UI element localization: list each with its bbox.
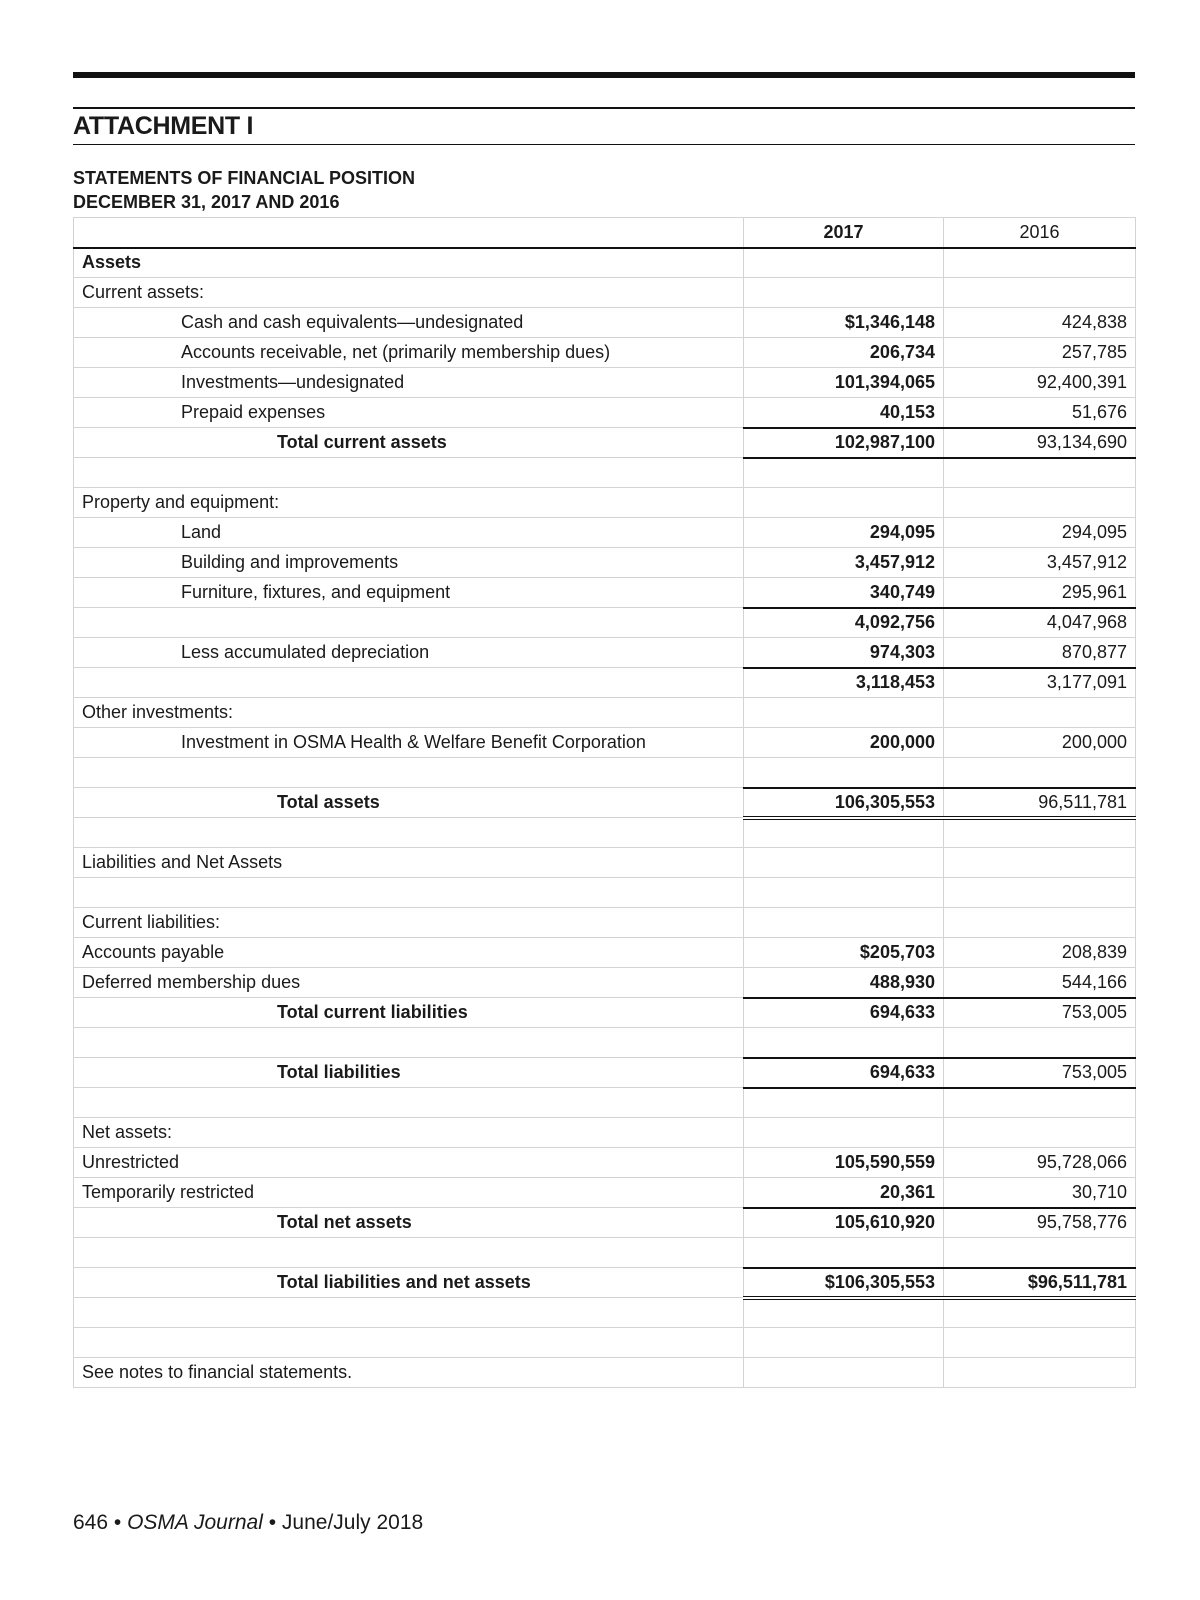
row-label: Accounts receivable, net (primarily membership dues)	[74, 338, 744, 368]
column-header-2017: 2017	[744, 218, 944, 248]
empty-cell	[744, 1328, 944, 1358]
row-label-grand-total: Total liabilities and net assets	[74, 1268, 744, 1298]
value-2017: 40,153	[744, 398, 944, 428]
table-row-spacer	[74, 818, 1136, 848]
value-2016: 93,134,690	[944, 428, 1136, 458]
table-row	[74, 638, 1136, 668]
table-row	[74, 908, 1136, 938]
value-2016: 51,676	[944, 398, 1136, 428]
empty-cell	[744, 908, 944, 938]
empty-cell	[744, 458, 944, 488]
row-label: Net assets:	[74, 1118, 744, 1148]
value-2017: 20,361	[744, 1178, 944, 1208]
table-row	[74, 608, 1136, 638]
empty-cell	[744, 698, 944, 728]
table-row	[74, 698, 1136, 728]
table-row-spacer	[74, 1088, 1136, 1118]
title-rule-bottom	[73, 144, 1135, 145]
empty-cell	[74, 1298, 744, 1328]
table-row	[74, 668, 1136, 698]
value-2017: 4,092,756	[744, 608, 944, 638]
value-2017: 206,734	[744, 338, 944, 368]
value-2016: 3,457,912	[944, 548, 1136, 578]
table-row	[74, 278, 1136, 308]
empty-cell	[744, 1028, 944, 1058]
table-header-row	[74, 218, 1136, 248]
value-2017: 102,987,100	[744, 428, 944, 458]
value-2016: 294,095	[944, 518, 1136, 548]
table-row-spacer	[74, 1238, 1136, 1268]
row-label: Investment in OSMA Health & Welfare Benefit Corporation	[74, 728, 744, 758]
empty-cell	[944, 1298, 1136, 1328]
empty-cell	[944, 1088, 1136, 1118]
row-label: Furniture, fixtures, and equipment	[74, 578, 744, 608]
row-label: Cash and cash equivalents—undesignated	[74, 308, 744, 338]
value-2017: 200,000	[744, 728, 944, 758]
table-row-spacer	[74, 1328, 1136, 1358]
empty-cell	[74, 1088, 744, 1118]
table-row	[74, 368, 1136, 398]
value-2017: 974,303	[744, 638, 944, 668]
row-label: Deferred membership dues	[74, 968, 744, 998]
empty-cell	[744, 1238, 944, 1268]
value-2016: 208,839	[944, 938, 1136, 968]
statement-heading	[73, 166, 415, 214]
empty-cell	[744, 1088, 944, 1118]
table-row	[74, 248, 1136, 278]
table-row	[74, 938, 1136, 968]
empty-cell	[74, 878, 744, 908]
table-row	[74, 1118, 1136, 1148]
value-2017: 694,633	[744, 1058, 944, 1088]
value-2017: 694,633	[744, 998, 944, 1028]
row-label: Current assets:	[74, 278, 744, 308]
row-label-total: Total current liabilities	[74, 998, 744, 1028]
value-2016: 295,961	[944, 578, 1136, 608]
value-2017: 105,590,559	[744, 1148, 944, 1178]
empty-cell	[744, 878, 944, 908]
value-2016: 3,177,091	[944, 668, 1136, 698]
row-label-total: Total current assets	[74, 428, 744, 458]
empty-cell	[744, 1298, 944, 1328]
empty-cell	[744, 1118, 944, 1148]
empty-cell	[74, 1238, 744, 1268]
empty-cell	[744, 488, 944, 518]
value-2017: 3,118,453	[744, 668, 944, 698]
value-2017: $205,703	[744, 938, 944, 968]
table-row	[74, 428, 1136, 458]
table-row	[74, 848, 1136, 878]
table-row	[74, 1178, 1136, 1208]
empty-cell	[944, 818, 1136, 848]
empty-cell	[744, 758, 944, 788]
empty-cell	[944, 758, 1136, 788]
empty-cell	[944, 1118, 1136, 1148]
table-row	[74, 398, 1136, 428]
empty-cell	[944, 458, 1136, 488]
section-heading-assets: Assets	[74, 248, 744, 278]
row-label: Land	[74, 518, 744, 548]
empty-cell	[944, 248, 1136, 278]
financial-position-table	[73, 217, 1136, 1388]
table-row	[74, 1148, 1136, 1178]
row-label: Other investments:	[74, 698, 744, 728]
table-row-spacer	[74, 1298, 1136, 1328]
empty-cell	[744, 818, 944, 848]
row-label: Unrestricted	[74, 1148, 744, 1178]
empty-cell	[74, 818, 744, 848]
empty-cell	[944, 878, 1136, 908]
value-2017: $106,305,553	[744, 1268, 944, 1298]
journal-name: OSMA Journal	[127, 1511, 263, 1534]
value-2017: 340,749	[744, 578, 944, 608]
value-2016: 257,785	[944, 338, 1136, 368]
table-row-spacer	[74, 758, 1136, 788]
table-row	[74, 548, 1136, 578]
value-2016: 544,166	[944, 968, 1136, 998]
value-2016: 96,511,781	[944, 788, 1136, 818]
empty-cell	[944, 1358, 1136, 1388]
empty-cell	[944, 698, 1136, 728]
value-2017: 105,610,920	[744, 1208, 944, 1238]
empty-cell	[944, 278, 1136, 308]
empty-cell	[74, 1028, 744, 1058]
empty-cell	[944, 1328, 1136, 1358]
empty-cell	[74, 608, 744, 638]
empty-cell	[744, 1358, 944, 1388]
empty-cell	[74, 458, 744, 488]
row-label-total: Total liabilities	[74, 1058, 744, 1088]
empty-cell	[744, 848, 944, 878]
issue-date: June/July 2018	[281, 1511, 424, 1534]
value-2017: $1,346,148	[744, 308, 944, 338]
table-row	[74, 488, 1136, 518]
empty-cell	[74, 668, 744, 698]
title-rule-top	[73, 107, 1135, 109]
table-row-spacer	[74, 878, 1136, 908]
table-row-spacer	[74, 1028, 1136, 1058]
top-rule	[73, 72, 1135, 78]
value-2016: 92,400,391	[944, 368, 1136, 398]
value-2016: 4,047,968	[944, 608, 1136, 638]
table-row	[74, 578, 1136, 608]
table-row	[74, 1058, 1136, 1088]
separator: •	[268, 1511, 277, 1534]
statement-title: STATEMENTS OF FINANCIAL POSITION	[73, 168, 415, 188]
row-label-total: Total net assets	[74, 1208, 744, 1238]
value-2017: 294,095	[744, 518, 944, 548]
value-2016: 753,005	[944, 998, 1136, 1028]
value-2016: 95,758,776	[944, 1208, 1136, 1238]
header-label-cell	[74, 218, 744, 248]
row-label: Accounts payable	[74, 938, 744, 968]
statement-date: DECEMBER 31, 2017 AND 2016	[73, 192, 340, 212]
value-2016: 753,005	[944, 1058, 1136, 1088]
row-label: Less accumulated depreciation	[74, 638, 744, 668]
table-row	[74, 998, 1136, 1028]
value-2016: 870,877	[944, 638, 1136, 668]
value-2016: 200,000	[944, 728, 1136, 758]
value-2017: 106,305,553	[744, 788, 944, 818]
row-label: Current liabilities:	[74, 908, 744, 938]
row-label-total: Total assets	[74, 788, 744, 818]
empty-cell	[74, 1328, 744, 1358]
empty-cell	[944, 908, 1136, 938]
notes-reference: See notes to financial statements.	[74, 1358, 744, 1388]
empty-cell	[744, 278, 944, 308]
value-2017: 101,394,065	[744, 368, 944, 398]
table-row	[74, 968, 1136, 998]
row-label: Prepaid expenses	[74, 398, 744, 428]
row-label: Investments—undesignated	[74, 368, 744, 398]
empty-cell	[74, 758, 744, 788]
value-2017: 488,930	[744, 968, 944, 998]
table-row	[74, 518, 1136, 548]
table-row	[74, 728, 1136, 758]
page-number: 646	[73, 1511, 109, 1534]
row-label: Building and improvements	[74, 548, 744, 578]
page-title: ATTACHMENT I	[73, 112, 254, 140]
value-2016: 424,838	[944, 308, 1136, 338]
column-header-2016: 2016	[944, 218, 1136, 248]
table-row	[74, 338, 1136, 368]
row-label: Temporarily restricted	[74, 1178, 744, 1208]
table-row	[74, 1268, 1136, 1298]
table-row	[74, 788, 1136, 818]
empty-cell	[944, 1238, 1136, 1268]
table-row	[74, 1208, 1136, 1238]
empty-cell	[944, 488, 1136, 518]
value-2017: 3,457,912	[744, 548, 944, 578]
table-row	[74, 308, 1136, 338]
row-label: Property and equipment:	[74, 488, 744, 518]
value-2016: $96,511,781	[944, 1268, 1136, 1298]
empty-cell	[744, 248, 944, 278]
table-row-spacer	[74, 458, 1136, 488]
empty-cell	[944, 848, 1136, 878]
empty-cell	[944, 1028, 1136, 1058]
separator: •	[113, 1511, 122, 1534]
value-2016: 95,728,066	[944, 1148, 1136, 1178]
section-heading-liabilities: Liabilities and Net Assets	[74, 848, 744, 878]
table-row	[74, 1358, 1136, 1388]
value-2016: 30,710	[944, 1178, 1136, 1208]
page-footer	[73, 1511, 423, 1535]
